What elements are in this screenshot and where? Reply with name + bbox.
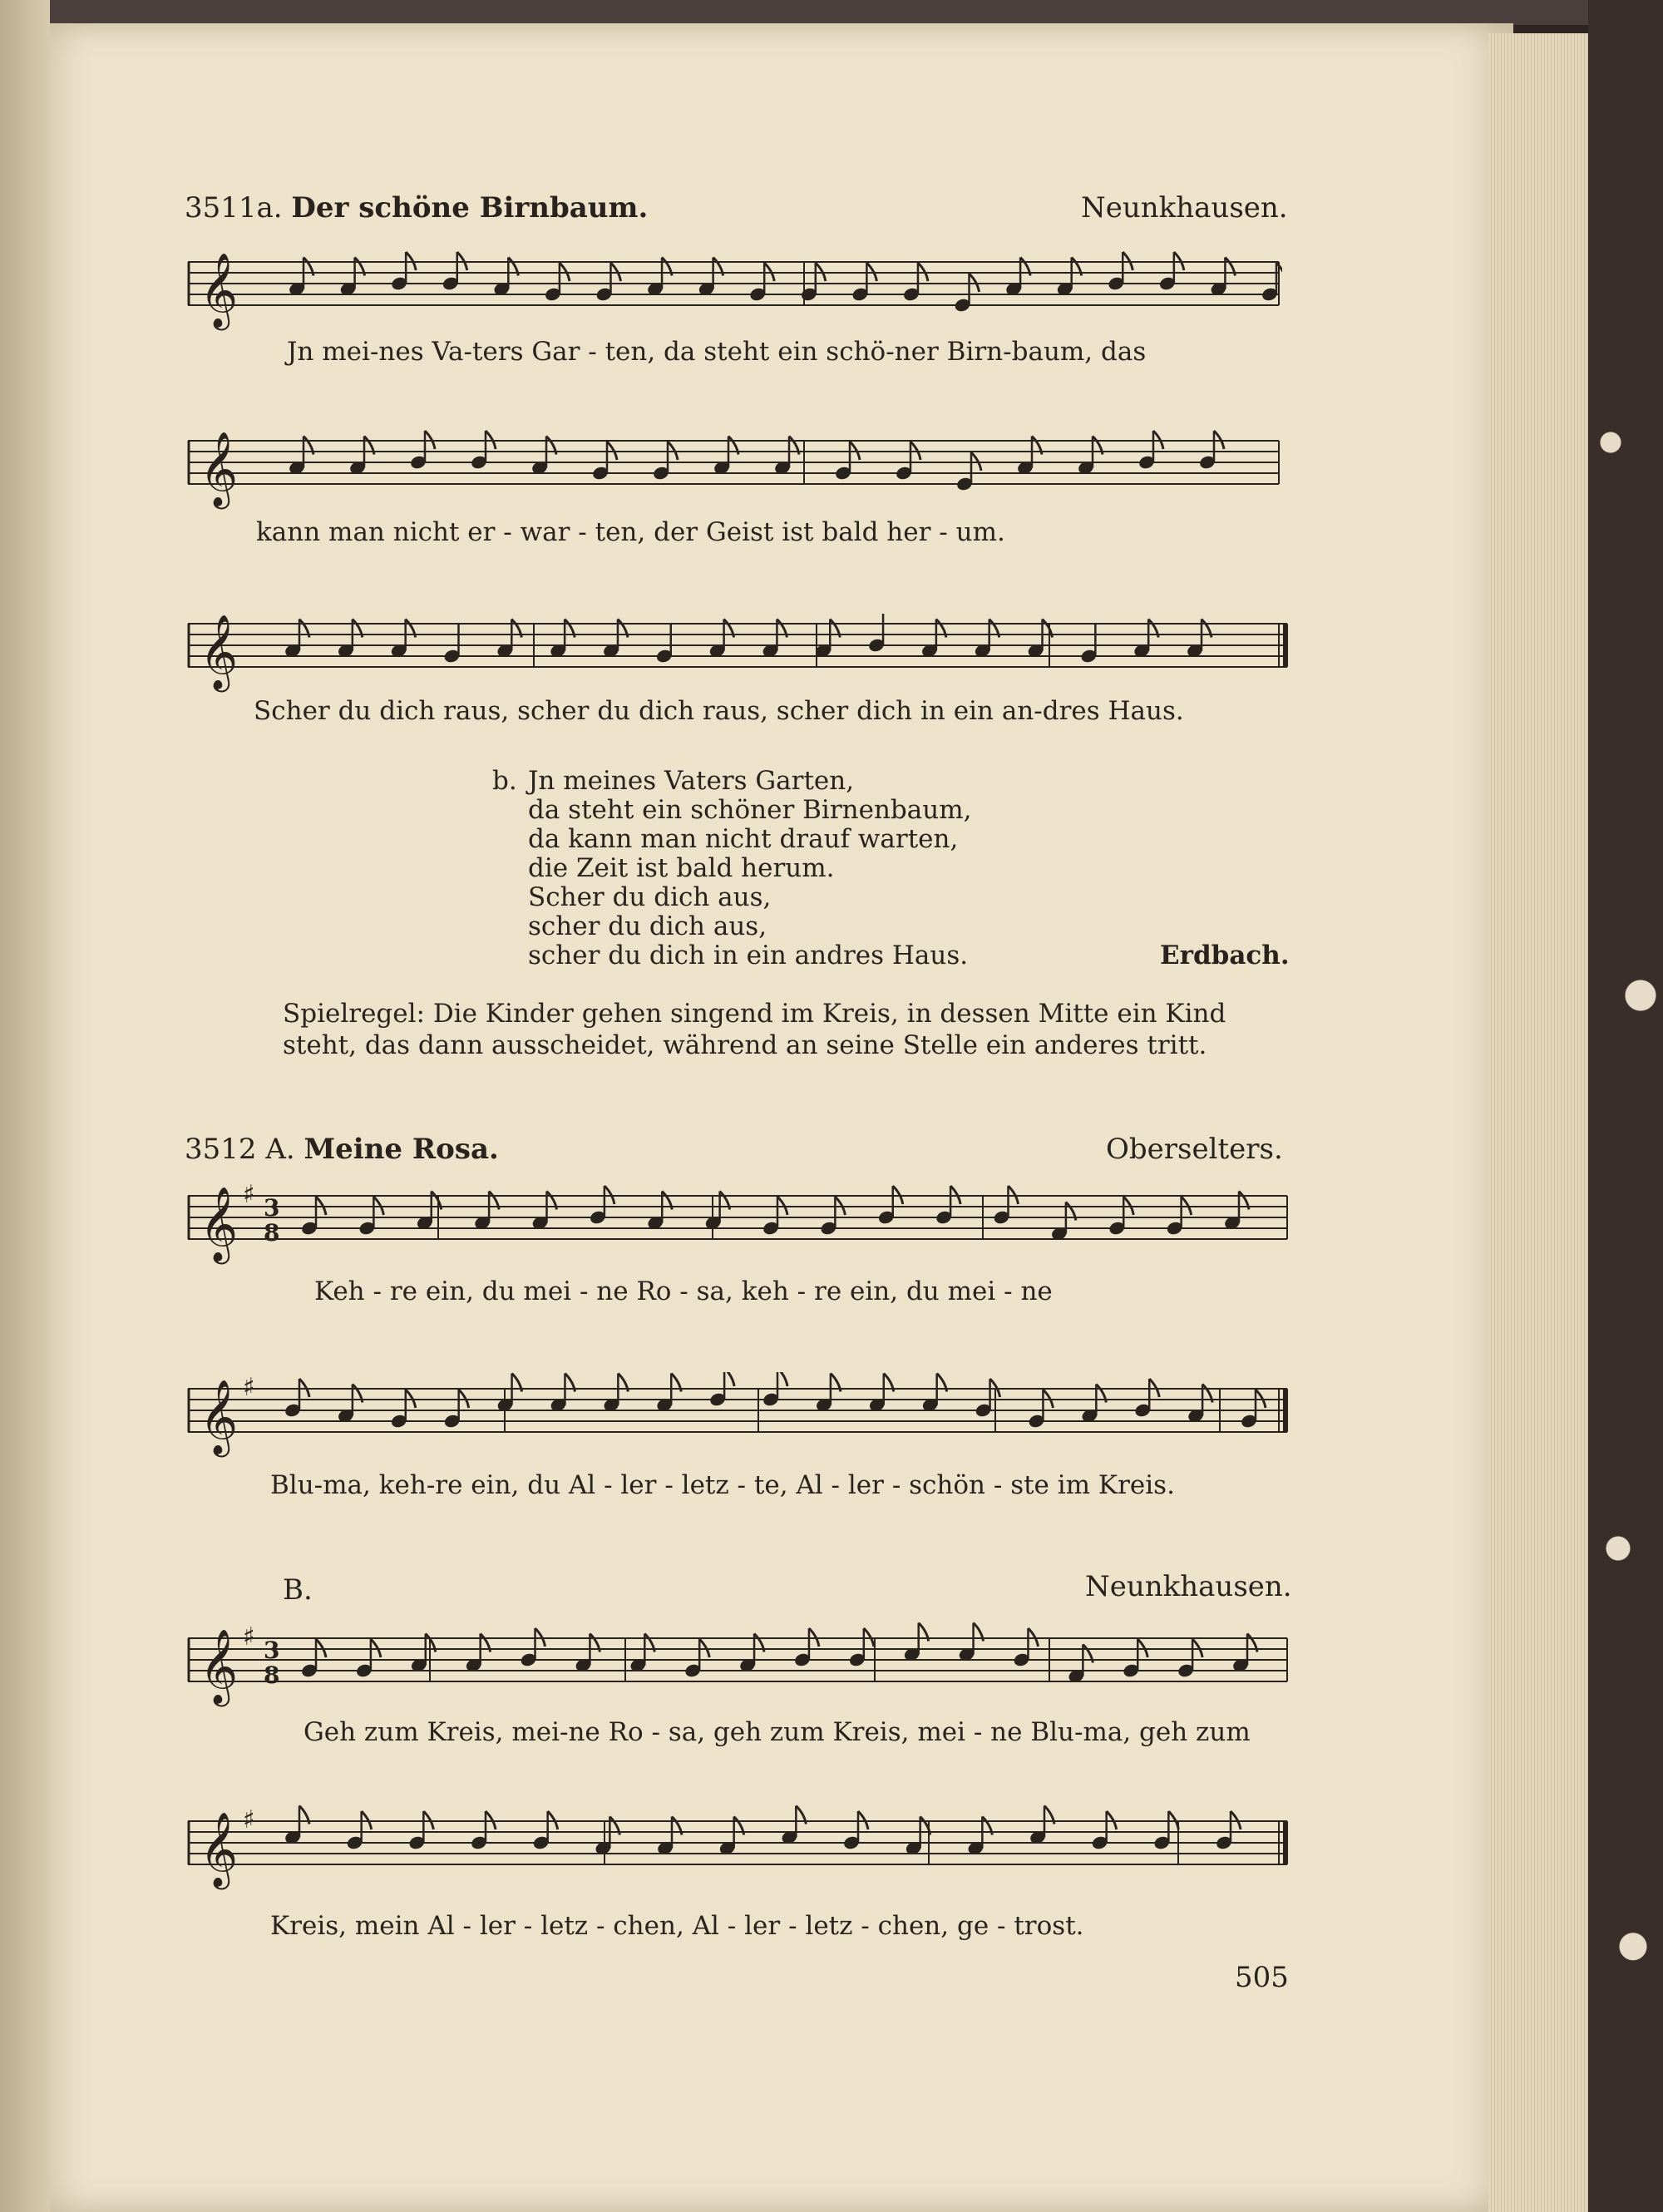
- verse-b-line-4: die Zeit ist bald herum.: [528, 853, 835, 883]
- verse-b-line-7: scher du dich in ein andres Haus.: [528, 941, 969, 970]
- song2-place: Oberselters.: [1106, 1133, 1283, 1166]
- song2-lyrics-2: Blu-ma, keh-re ein, du Al - ler - letz - te, Al - ler - schön - ste im Kreis.: [270, 1470, 1175, 1500]
- verse-b-line-3: da kann man nicht drauf warten,: [528, 824, 959, 854]
- treble-clef: 𝄞: [200, 1187, 239, 1262]
- treble-clef: 𝄞: [200, 615, 239, 689]
- treble-clef: 𝄞: [200, 432, 239, 506]
- staff-7: [185, 1805, 1290, 1904]
- key-sharp: ♯: [243, 1805, 255, 1834]
- page-number: 505: [1235, 1961, 1289, 1994]
- staff-4: [185, 1179, 1290, 1279]
- verse-b-marker: b.: [492, 766, 517, 796]
- time-sig: 8: [264, 1219, 280, 1247]
- play-rule: Spielregel: Die Kinder gehen singend im Kreis, in dessen Mitte ein Kind steht, das dann ausscheidet, während an seine Stelle ein anderes tritt.: [283, 999, 1226, 1060]
- staff-2: [185, 424, 1282, 516]
- note-flag: [724, 1372, 734, 1386]
- verse-b-line-6: scher du dich aus,: [528, 911, 767, 941]
- song1-title: Der schöne Birnbaum.: [291, 191, 649, 225]
- key-sharp: ♯: [243, 1180, 255, 1209]
- song2-lyrics-1: Keh - re ein, du mei - ne Ro - sa, keh - re ein, du mei - ne: [314, 1276, 1053, 1306]
- song2-header: [185, 1133, 499, 1166]
- song2b-lyrics-1: Geh zum Kreis, mei-ne Ro - sa, geh zum Kreis, mei - ne Blu-ma, geh zum: [303, 1717, 1251, 1747]
- song2b-lyrics-2: Kreis, mein Al - ler - letz - chen, Al - ler - letz - chen, ge - trost.: [270, 1911, 1084, 1941]
- book-top-edge: [0, 0, 1663, 25]
- time-sig: 3: [264, 1637, 280, 1664]
- song1-place: Neunkhausen.: [1081, 191, 1288, 225]
- treble-clef: 𝄞: [200, 1629, 239, 1704]
- song2b-place: Neunkhausen.: [1085, 1570, 1292, 1603]
- page-stack-edges: [1488, 33, 1588, 2212]
- song2-title: Meine Rosa.: [303, 1133, 499, 1166]
- song1-lyrics-1: Jn mei-nes Va-ters Gar - ten, da steht ein schö-ner Birn-baum, das: [287, 337, 1147, 367]
- time-sig: 8: [264, 1661, 280, 1689]
- note-flag: [777, 1372, 787, 1386]
- staff-6: [185, 1622, 1290, 1721]
- song2-number: 3512 A.: [185, 1133, 295, 1166]
- verse-b-line-2: da steht ein schöner Birnenbaum,: [528, 795, 972, 825]
- treble-clef: 𝄞: [200, 1812, 239, 1887]
- staff-3: [185, 607, 1290, 699]
- verse-b-line-1: Jn meines Vaters Garten,: [528, 766, 855, 796]
- facing-page-edge: [0, 0, 50, 2212]
- treble-clef: 𝄞: [200, 253, 239, 328]
- marbled-cover: [1588, 0, 1663, 2212]
- verse-b-line-5: Scher du dich aus,: [528, 882, 772, 912]
- staff-1: [185, 245, 1282, 337]
- staff-5: [185, 1372, 1290, 1472]
- time-sig: 3: [264, 1194, 280, 1222]
- song1-header: [185, 191, 648, 225]
- song1-number: 3511a.: [185, 191, 283, 225]
- verse-b-place: Erdbach.: [1160, 941, 1290, 970]
- song2b-label: B.: [283, 1573, 313, 1607]
- key-sharp: ♯: [243, 1373, 255, 1402]
- treble-clef: 𝄞: [200, 1380, 239, 1454]
- song1-lyrics-3: Scher du dich raus, scher du dich raus, scher dich in ein an-dres Haus.: [254, 696, 1184, 726]
- verse-b: [528, 767, 971, 970]
- key-sharp: ♯: [243, 1622, 255, 1652]
- song1-lyrics-2: kann man nicht er - war - ten, der Geist ist bald her - um.: [256, 517, 1005, 547]
